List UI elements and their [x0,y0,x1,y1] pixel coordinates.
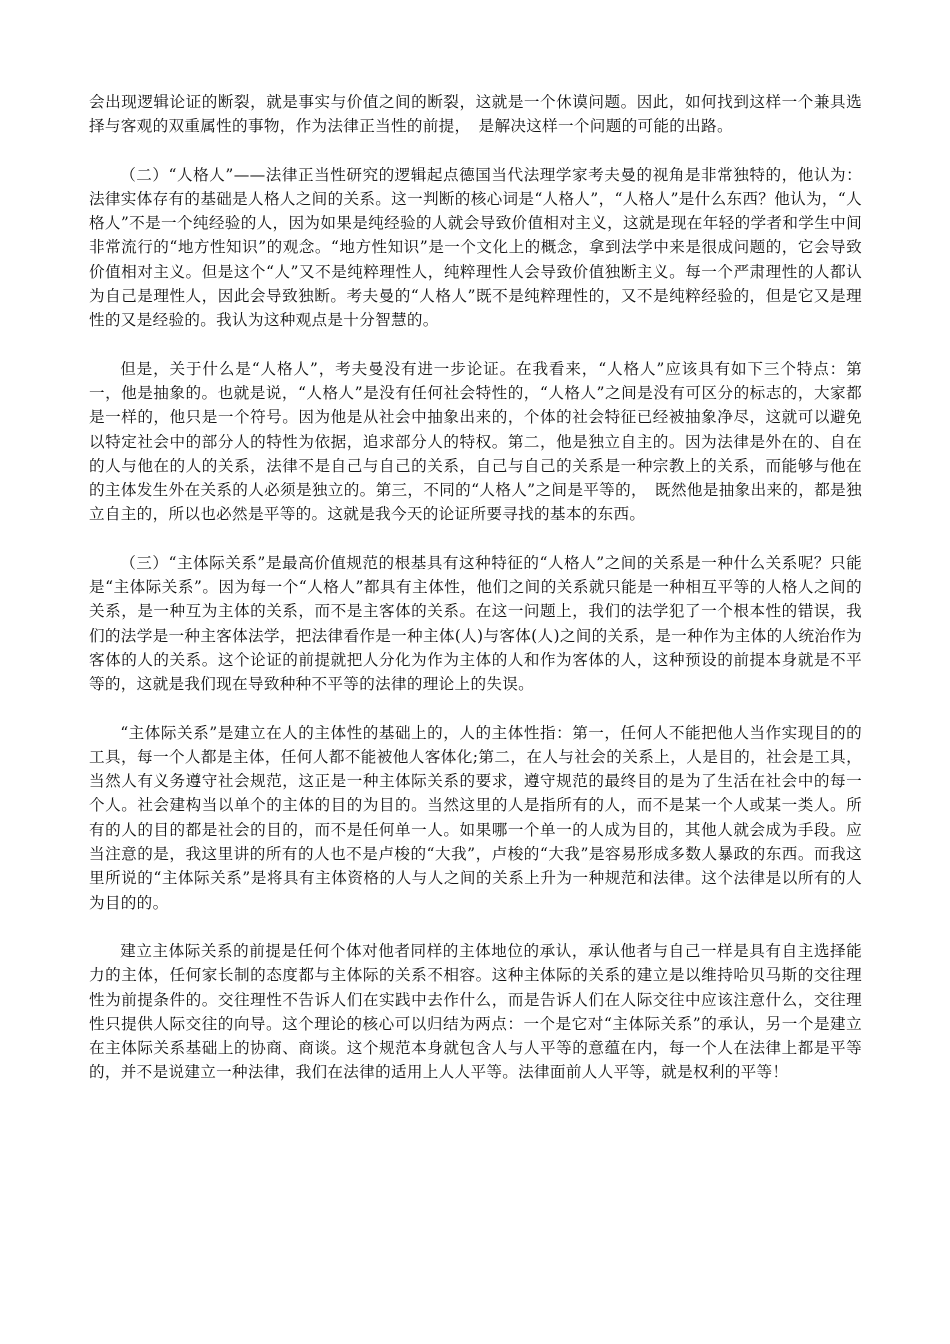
paragraph-gap [89,915,862,939]
paragraph-intersubjective-premise: 建立主体际关系的前提是任何个体对他者同样的主体地位的承认，承认他者与自己一样是具有自主选择能力的主体，任何家长制的态度都与主体际的关系不相容。这种主体际的关系的建立是以维持哈贝马斯的交往理性为前提条件的。交往理性不告诉人们在实践中去作什么，而是告诉人们在人际交往中应该注意什么，交往理性只提供人际交往的向导。这个理论的核心可以归结为两点：一个是它对“主体际关系”的承认，另一个是建立在主体际关系基础上的协商、商谈。这个规范本身就包含人与人平等的意蕴在内，每一个人在法律上都是平等的，并不是说建立一种法律，我们在法律的适用上人人平等。法律面前人人平等，就是权利的平等！ [89,941,862,1082]
paragraph-three-features: 但是，关于什么是“人格人”，考夫曼没有进一步论证。在我看来，“人格人”应该具有如下三个特点：第一，他是抽象的。也就是说，“人格人”是没有任何社会特性的，“人格人”之间是没有可区分的标志的，大家都是一样的，他只是一个符号。因为他是从社会中抽象出来的，个体的社会特征已经被抽象净尽，这就可以避免以特定社会中的部分人的特性为依据，追求部分人的特权。第二，他是独立自主的。因为法律是外在的、自在的人与他在的人的关系，法律不是自己与自己的关系，自己与自己的关系是一种宗教上的关系，而能够与他在的主体发生外在关系的人必须是独立的。第三，不同的“人格人”之间是平等的， 既然他是抽象出来的，都是独立自主的，所以也必然是平等的。这就是我今天的论证所要寻找的基本的东西。 [89,359,862,524]
paragraph-gap [89,333,862,357]
paragraph-gap [89,527,862,551]
paragraph-section-three: （三）“主体际关系”是最高价值规范的根基具有这种特征的“人格人”之间的关系是一种什么关系呢？只能是“主体际关系”。因为每一个“人格人”都具有主体性，他们之间的关系就只能是一种相互平等的人格人之间的关系，是一种互为主体的关系，而不是主客体的关系。在这一问题上，我们的法学犯了一个根本性的错误，我们的法学是一种主客体法学，把法律看作是一种主体(人)与客体(人)之间的关系，是一种作为主体的人统治作为客体的人的关系。这个论证的前提就把人分化为作为主体的人和作为客体的人，这种预设的前提本身就是不平等的，这就是我们现在导致种种不平等的法律的理论上的失误。 [89,553,862,694]
paragraph-subjectivity: “主体际关系”是建立在人的主体性的基础上的，人的主体性指：第一，任何人不能把他人当作实现目的的工具，每一个人都是主体，任何人都不能被他人客体化;第二，在人与社会的关系上，人是目的，社会是工具，当然人有义务遵守社会规范，这正是一种主体际关系的要求，遵守规范的最终目的是为了生活在社会中的每一个人。社会建构当以单个的主体的目的为目的。当然这里的人是指所有的人，而不是某一个人或某一类人。所有的人的目的都是社会的目的，而不是任何单一人。如果哪一个单一的人成为目的，其他人就会成为手段。应当注意的是，我这里讲的所有的人也不是卢梭的“大我”，卢梭的“大我”是容易形成多数人暴政的东西。而我这里所说的“主体际关系”是将具有主体资格的人与人之间的关系上升为一种规范和法律。这个法律是以所有的人为目的的。 [89,723,862,912]
paragraph-gap [89,697,862,721]
paragraph-continuation: 会出现逻辑论证的断裂，就是事实与价值之间的断裂，这就是一个休谟问题。因此，如何找到这样一个兼具选择与客观的双重属性的事物，作为法律正当性的前提， 是解决这样一个问题的可能的出路。 [89,93,862,136]
paragraph-section-two: （二）“人格人”——法律正当性研究的逻辑起点德国当代法理学家考夫曼的视角是非常独特的，他认为：法律实体存有的基础是人格人之间的关系。这一判断的核心词是“人格人”，“人格人”是什么东西？他认为，“人格人”不是一个纯经验的人，因为如果是纯经验的人就会导致价值相对主义，这就是现在年轻的学者和学生中间非常流行的“地方性知识”的观念。“地方性知识”是一个文化上的概念，拿到法学中来是很成问题的，它会导致价值相对主义。但是这个“人”又不是纯粹理性人，纯粹理性人会导致价值独断主义。每一个严肃理性的人都认为自己是理性人，因此会导致独断。考夫曼的“人格人”既不是纯粹理性的，又不是纯粹经验的，但是它又是理性的又是经验的。我认为这种观点是十分智慧的。 [89,165,862,330]
document-page [89,90,862,1085]
paragraph-gap [89,139,862,163]
